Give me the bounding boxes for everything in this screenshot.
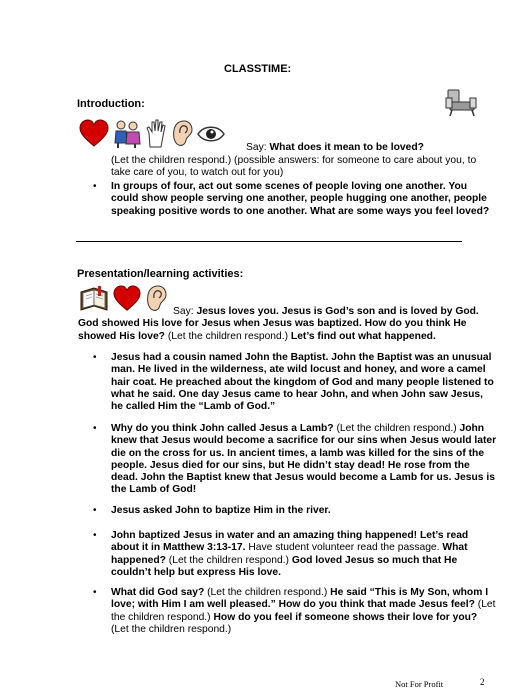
introduction-icons — [79, 117, 226, 151]
bullet-dot: • — [93, 505, 97, 516]
bullet-dot: • — [93, 530, 97, 541]
presentation-bullet-2 — [111, 423, 497, 497]
intro-say-line — [246, 142, 424, 154]
bullet-dot: • — [93, 181, 97, 192]
bullet-4-part-0: John baptized Jesus in water and an amazing thing happened! Let’s read about it in Matthew 3:13-17. — [111, 530, 469, 554]
bullet-5-part-3: (Let the children respond.) — [111, 599, 496, 623]
bullet-5-part-5: (Let the children respond.) — [111, 623, 232, 635]
footer-note: Not For Profit — [395, 679, 444, 689]
presentation-say-bold1: Jesus loves you. Jesus is God’s son and is loved by God. God showed His love for Jesus when Jesus was baptized. How do you think He showed His love? — [78, 306, 479, 342]
bullet-dot: • — [93, 423, 97, 434]
presentation-say-paragraph — [78, 306, 488, 343]
page-number: 2 — [480, 677, 485, 687]
bullet-4-part-4: God loved Jesus so much that He couldn’t help but express His love. — [111, 554, 458, 578]
bullet-3-part-0: Jesus asked John to baptize Him in the river. — [111, 505, 331, 516]
bullet-5-part-1: (Let the children respond.) — [204, 587, 331, 598]
bullet-5-part-0: What did God say? — [111, 587, 205, 598]
bullet-4-part-2: What happened? — [111, 542, 468, 566]
bullet-4-part-3: (Let the children respond.) — [165, 554, 292, 566]
presentation-bullet-3 — [111, 505, 497, 517]
heart-icon — [79, 119, 109, 149]
bullet-1-part-0: Jesus had a cousin named John the Baptist. John the Baptist was an unusual man. He lived in the wilderness, ate wild locust and honey, and wore a camel hair coat. He preached about the kingdom of God and many people listened to what he said. One day Jesus came to hear John, and when John saw Jesus, he called Him the “Lamb of God.” — [111, 352, 494, 413]
bullet-2-part-2: John knew that Jesus would become a sacrifice for our sins when Jesus would later die on the cross for us. In ancient times, a lamb was killed for the sins of the people. Jesus died for our sins, but He didn’t stay dead! He rose from the dead. John the Baptist knew that Jesus would become a Lamb for us. Jesus is the Lamb of God! — [111, 423, 497, 496]
people-icon — [113, 119, 141, 149]
ear-icon — [171, 119, 193, 149]
presentation-bullet-4 — [111, 530, 497, 579]
section-divider — [76, 241, 462, 242]
presentation-say-note: (Let the children respond.) — [164, 330, 291, 342]
introduction-heading: Introduction: — [77, 98, 145, 110]
intro-respond-note: (Let the children respond.) (possible answers: for someone to care about you, to take care of you, to watch out for you) — [111, 155, 477, 179]
intro-say-question: What does it mean to be loved? — [269, 142, 424, 153]
bullet-dot: • — [93, 587, 97, 598]
bullet-dot: • — [93, 352, 97, 363]
chair-icon — [444, 86, 478, 118]
presentation-say-prefix: Say: — [173, 306, 197, 317]
bullet-2-part-0: Why do you think John called Jesus a Lamb? — [111, 423, 334, 434]
presentation-say-bold2: Let’s find out what happened. — [290, 330, 436, 342]
bullet-4-part-1: Have student volunteer read the passage. — [245, 542, 443, 554]
eye-icon — [196, 123, 226, 145]
hand-icon — [144, 119, 168, 149]
intro-say-prefix: Say: — [246, 142, 270, 153]
presentation-bullet-1 — [111, 352, 497, 413]
page-title: CLASSTIME: — [224, 63, 292, 75]
presentation-bullet-5 — [111, 587, 497, 636]
presentation-heading: Presentation/learning activities: — [77, 268, 244, 280]
intro-bullet-text: In groups of four, act out some scenes of people loving one another. You could show people serving one another, people hugging one another, people speaking positive words to one another. What are some ways you feel loved? — [111, 181, 490, 217]
bullet-5-part-2: He said “This is My Son, whom I love; with Him I am well pleased.” How do you think that made Jesus feel? — [111, 587, 489, 611]
bullet-2-part-1: (Let the children respond.) — [333, 423, 460, 434]
bullet-5-part-4: How do you feel if someone shows their love for you? — [213, 611, 478, 623]
